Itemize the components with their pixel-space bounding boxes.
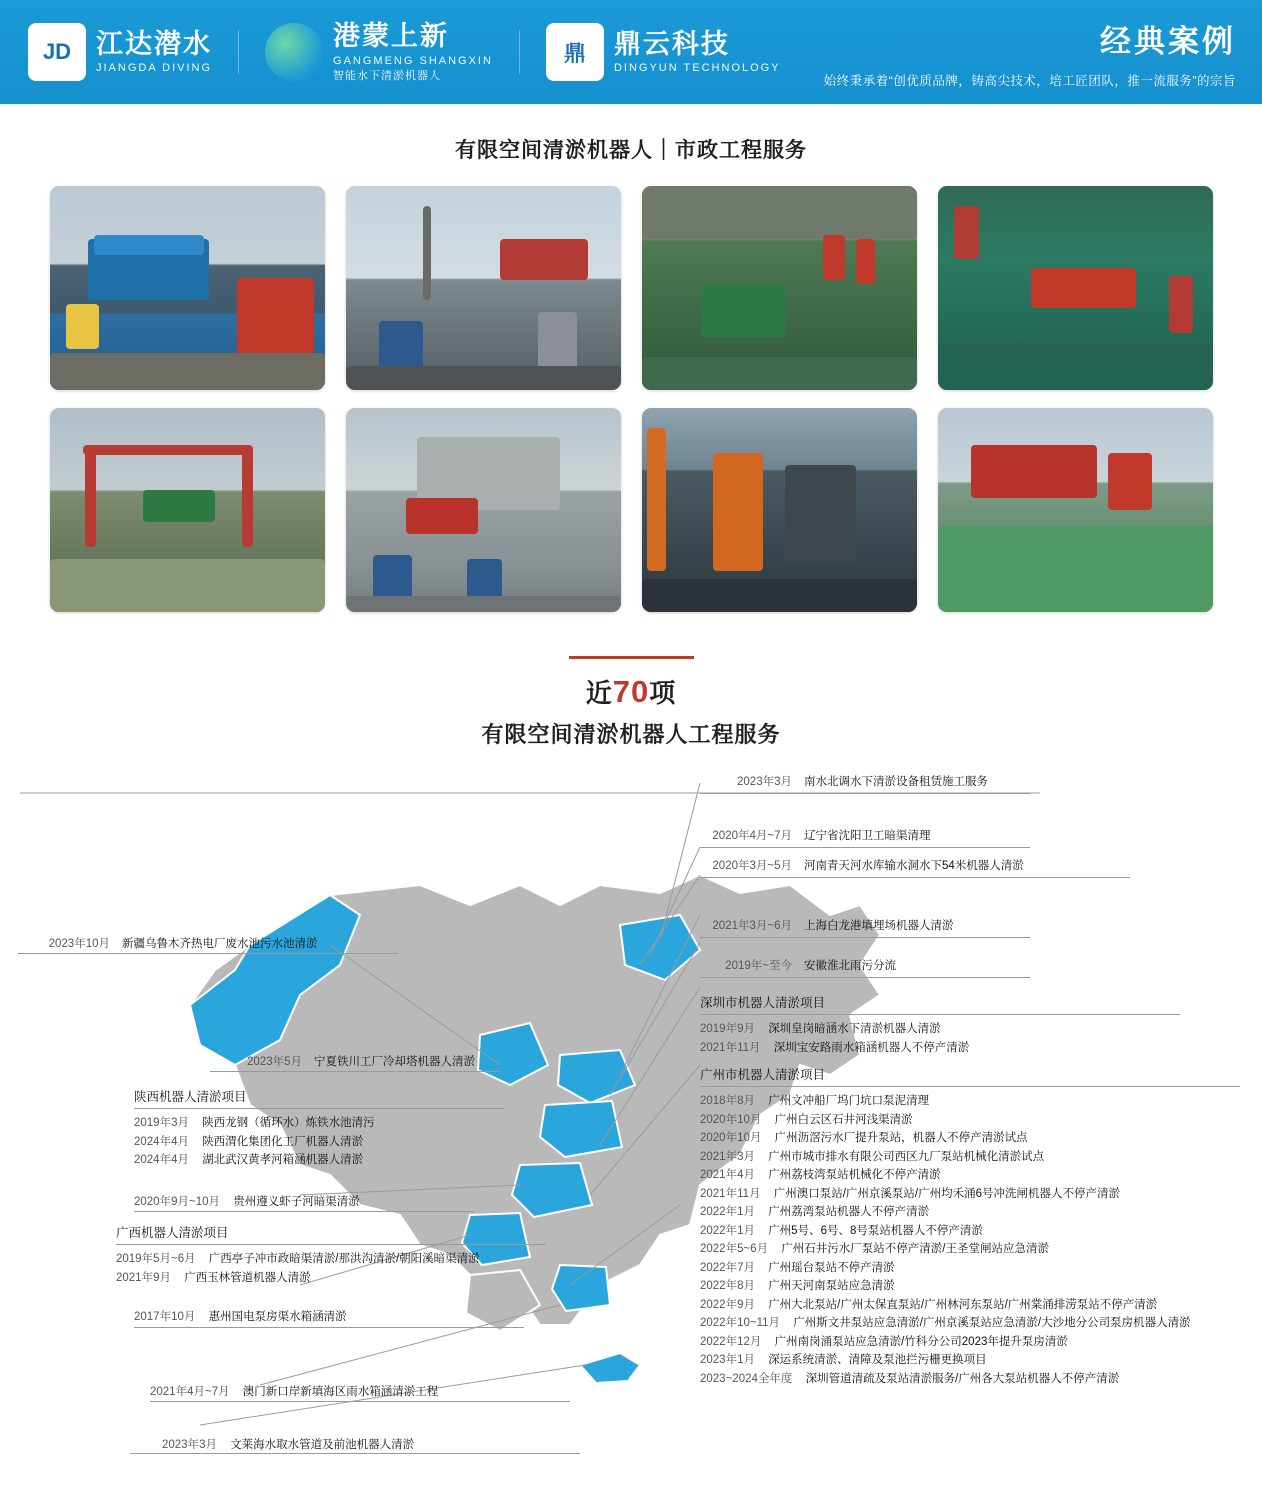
group-right-guangzhou (700, 1065, 1240, 1388)
callout-left-1-line (210, 1071, 500, 1072)
gangmeng-logo-en: GANGMENG SHANGXIN (333, 54, 493, 67)
dingyun-logo-icon (546, 23, 604, 81)
group-right-guangzhou-row-8-text: 广州石井污水厂泵站不停产清淤/王圣堂闸站应急清淤 (781, 1243, 1049, 1255)
group-right-shenzhen (700, 993, 1180, 1057)
callout-right-2-date: 2020年3月~5月 (712, 860, 792, 872)
logo-jiangda-diving (28, 23, 212, 81)
group-left-shaanxi-row-1-date: 2024年4月 (134, 1135, 189, 1148)
group-right-guangzhou-row-7 (700, 1222, 1240, 1238)
group-right-shenzhen-row-0 (700, 1020, 1180, 1036)
group-right-guangzhou-row-15-date: 2023~2024全年度 (700, 1372, 793, 1385)
group-right-guangzhou-row-15-text: 深圳管道清疏及泵站清淤服务/广州各大泵站机器人不停产清淤 (805, 1372, 1120, 1385)
callout-right-2-line (700, 877, 1130, 878)
callout-right-3-date: 2021年3月~6月 (712, 920, 792, 932)
callout-right-1-text: 辽宁省沈阳卫工暗渠清理 (804, 830, 931, 842)
gangmeng-logo-sub: 智能水下清淤机器人 (333, 69, 442, 82)
group-right-guangzhou-row-9-text: 广州瑶台泵站不停产清淤 (768, 1261, 895, 1274)
group-right-guangzhou-row-9 (700, 1259, 1240, 1275)
photo-grid-row-2 (0, 408, 1262, 612)
logo-divider-1 (238, 30, 239, 74)
group-left-brunei-row-0-date: 2023年3月 (162, 1438, 217, 1451)
group-right-guangzhou-row-8-date: 2022年5~6月 (700, 1243, 769, 1255)
group-left-shaanxi-head: 陕西机器人清淤项目 (134, 1087, 504, 1109)
group-right-guangzhou-head: 广州市机器人清淤项目 (700, 1065, 1240, 1087)
group-left-guangxi-row-1-date: 2021年9月 (116, 1271, 171, 1284)
group-right-guangzhou-row-3-text: 广州市城市排水有限公司西区九厂泵站机械化清淤试点 (768, 1150, 1045, 1163)
logo-gangmeng-shangxin (265, 22, 493, 82)
group-right-guangzhou-row-1-text: 广州白云区石井河浅渠清淤 (774, 1113, 913, 1126)
callout-right-0 (700, 773, 988, 789)
callout-right-0-text: 南水北调水下清淤设备租赁施工服务 (804, 776, 988, 788)
photo-grid-row-1 (0, 186, 1262, 390)
group-left-guizhou-row-0 (134, 1193, 504, 1209)
group-right-guangzhou-row-9-date: 2022年7月 (700, 1261, 755, 1274)
group-left-shaanxi-row-2-date: 2024年4月 (134, 1154, 189, 1166)
group-right-guangzhou-row-11 (700, 1296, 1240, 1312)
group-right-guangzhou-row-4-text: 广州荔枝湾泵站机械化不停产清淤 (768, 1169, 941, 1181)
group-right-guangzhou-row-14 (700, 1351, 1240, 1367)
photo-green-robot-in-channel (642, 186, 917, 390)
stat-block (0, 656, 1262, 749)
group-left-huizhou (134, 1305, 504, 1326)
jiangda-logo-icon (28, 23, 86, 81)
callout-right-0-line (700, 793, 1030, 794)
group-left-shaanxi-row-1-text: 陕西渭化集团化工厂机器人清淤 (202, 1135, 364, 1148)
group-right-guangzhou-row-13-date: 2022年12月 (700, 1335, 762, 1348)
header-right (824, 16, 1262, 89)
callout-left-0-text: 新疆乌鲁木齐热电厂废水池污水池清淤 (122, 938, 318, 950)
stat-rule (569, 656, 694, 659)
group-left-guizhou-row-0-date: 2020年9月~10月 (134, 1195, 220, 1208)
group-right-guangzhou-row-1 (700, 1111, 1240, 1127)
group-right-guangzhou-row-13-text: 广州南岗涌泵站应急清淤/竹科分公司2023年提升泵房清淤 (774, 1335, 1068, 1348)
group-left-huizhou-row-0-text: 惠州国电泵房渠水箱涵清淤 (208, 1310, 347, 1323)
group-right-guangzhou-row-0 (700, 1092, 1240, 1108)
group-left-guangxi-row-1-text: 广西玉林管道机器人清淤 (184, 1271, 311, 1284)
group-right-guangzhou-row-4-date: 2021年4月 (700, 1169, 755, 1181)
china-map-annotated (0, 765, 1262, 1455)
group-right-guangzhou-row-12-date: 2022年10~11月 (700, 1317, 781, 1329)
page-title: 经典案例 (1100, 23, 1236, 59)
group-left-shaanxi-row-0-text: 陕西龙钢（循环水）炼铁水池清污 (202, 1117, 375, 1129)
group-right-guangzhou-row-5-date: 2021年11月 (700, 1187, 761, 1200)
group-left-brunei-row-0 (162, 1436, 582, 1452)
section-title: 有限空间清淤机器人｜市政工程服务 (455, 139, 807, 162)
group-right-guangzhou-row-10-date: 2022年8月 (700, 1280, 755, 1292)
group-left-shaanxi-row-0-date: 2019年3月 (134, 1117, 189, 1129)
group-right-guangzhou-row-6-text: 广州荔湾泵站机器人不停产清淤 (768, 1206, 930, 1218)
group-left-macau (150, 1380, 570, 1401)
group-right-guangzhou-row-12 (700, 1314, 1240, 1330)
callout-right-3-line (700, 937, 1030, 938)
group-left-macau-row-0-text: 澳门新口岸新填海区雨水箱涵清淤工程 (242, 1385, 439, 1398)
group-right-guangzhou-row-0-text: 广州文冲船厂坞门坑口泵泥清理 (768, 1095, 930, 1107)
group-left-guangxi-row-0-date: 2019年5月~6月 (116, 1253, 196, 1265)
stat-line-1 (0, 673, 1262, 710)
gangmeng-logo-text (333, 22, 493, 82)
header (0, 0, 1262, 104)
group-right-shenzhen-head: 深圳市机器人清淤项目 (700, 993, 1180, 1015)
group-right-guangzhou-row-1-date: 2020年10月 (700, 1113, 762, 1126)
group-left-shaanxi-row-2 (134, 1151, 504, 1167)
logo-group (0, 22, 781, 82)
group-right-guangzhou-row-3 (700, 1148, 1240, 1164)
callout-right-2-text: 河南青天河水库输水洞水下54米机器人清淤 (804, 860, 1024, 872)
group-right-shenzhen-row-1-text: 深圳宝安路雨水箱涵机器人不停产清淤 (773, 1041, 970, 1054)
group-right-guangzhou-row-2 (700, 1129, 1240, 1145)
jiangda-logo-cn: 江达潜水 (96, 28, 212, 59)
callout-right-2 (700, 857, 1024, 873)
group-right-shenzhen-row-1 (700, 1039, 1180, 1055)
group-right-guangzhou-row-5-text: 广州澳口泵站/广州京溪泵站/广州均禾涌6号冲洗闸机器人不停产清淤 (773, 1187, 1121, 1200)
photo-urban-site-excavation (50, 186, 325, 390)
dingyun-logo-text (614, 30, 781, 75)
photo-crane-lifting-container (346, 186, 621, 390)
group-left-shaanxi-row-2-text: 湖北武汉黄孝河箱涵机器人清淤 (202, 1154, 364, 1166)
callout-left-1-date: 2023年5月 (247, 1056, 302, 1068)
group-right-guangzhou-row-3-date: 2021年3月 (700, 1150, 755, 1163)
group-right-guangzhou-row-6 (700, 1203, 1240, 1219)
group-right-guangzhou-row-10 (700, 1277, 1240, 1293)
callout-right-3 (700, 917, 954, 933)
group-left-guangxi (116, 1223, 546, 1287)
group-right-guangzhou-row-11-text: 广州大北泵站/广州太保直泵站/广州林河东泵站/广州棠涌排涝泵站不停产清淤 (768, 1298, 1158, 1311)
group-right-guangzhou-row-11-date: 2022年9月 (700, 1298, 755, 1311)
callout-right-3-text: 上海白龙港填埋场机器人清淤 (804, 920, 954, 932)
dingyun-logo-mark-text: 鼎 (563, 40, 586, 66)
group-right-guangzhou-row-13 (700, 1333, 1240, 1349)
callout-right-4-line (700, 977, 1030, 978)
jiangda-logo-mark-text: JD (42, 39, 72, 64)
group-left-guangxi-head: 广西机器人清淤项目 (116, 1223, 546, 1245)
photo-worker-orange-suit-equipment (642, 408, 917, 612)
group-right-guangzhou-row-7-text: 广州5号、6号、8号泵站机器人不停产清淤 (768, 1224, 983, 1237)
group-right-guangzhou-row-0-date: 2018年8月 (700, 1095, 755, 1107)
header-subtitle: 始终秉承着“创优质品牌，铸高尖技术，培工匠团队，推一流服务”的宗旨 (823, 73, 1236, 88)
group-right-guangzhou-row-2-text: 广州沥滘污水厂提升泵站，机器人不停产清淤试点 (774, 1132, 1028, 1144)
callout-right-4 (700, 957, 896, 973)
group-left-huizhou-row-0-date: 2017年10月 (134, 1310, 196, 1323)
group-left-guangxi-row-1 (116, 1269, 546, 1285)
dingyun-logo-en: DINGYUN TECHNOLOGY (613, 62, 781, 75)
group-left-macau-row-0-date: 2021年4月~7月 (150, 1385, 230, 1398)
logo-divider-2 (519, 30, 520, 74)
group-left-brunei-row-0-text: 文莱海水取水管道及前池机器人清淤 (230, 1438, 415, 1451)
group-left-guizhou (134, 1190, 504, 1211)
group-left-brunei-line (130, 1453, 580, 1454)
group-left-brunei (162, 1433, 582, 1454)
stat-suffix: 项 (649, 678, 677, 708)
group-right-shenzhen-row-1-date: 2021年11月 (700, 1041, 761, 1054)
callout-right-0-date: 2023年3月 (737, 776, 792, 788)
group-left-macau-row-0 (150, 1383, 570, 1399)
callout-left-1-text: 宁夏铁川工厂冷却塔机器人清淤 (314, 1056, 475, 1068)
callout-left-0-date: 2023年10月 (48, 938, 110, 950)
stat-number: 70 (612, 674, 650, 709)
callout-right-4-text: 安徽淮北雨污分流 (804, 960, 896, 972)
group-right-guangzhou-row-4 (700, 1166, 1240, 1182)
group-right-guangzhou-row-14-date: 2023年1月 (700, 1354, 755, 1366)
gangmeng-logo-cn: 港蒙上新 (333, 21, 450, 52)
stat-prefix: 近 (585, 678, 613, 708)
group-right-guangzhou-row-2-date: 2020年10月 (700, 1132, 762, 1144)
callout-right-4-date: 2019年~至今 (725, 960, 792, 972)
photo-bridge-pipeline-red-robot (346, 408, 621, 612)
group-left-guangxi-row-0 (116, 1250, 546, 1266)
photo-gantry-crane-green-robot (50, 408, 325, 612)
dingyun-logo-cn: 鼎云科技 (613, 28, 730, 59)
group-right-shenzhen-row-0-date: 2019年9月 (700, 1023, 755, 1035)
group-left-macau-line (150, 1401, 570, 1402)
callout-right-1 (700, 827, 931, 843)
jiangda-logo-en: JIANGDA DIVING (96, 62, 213, 75)
group-left-shaanxi-row-0 (134, 1114, 504, 1130)
group-left-huizhou-line (134, 1327, 524, 1328)
group-left-shaanxi-row-1 (134, 1133, 504, 1149)
group-right-guangzhou-row-5 (700, 1185, 1240, 1201)
callout-right-1-date: 2020年4月~7月 (712, 830, 792, 842)
group-right-guangzhou-row-6-date: 2022年1月 (700, 1206, 755, 1218)
callout-left-0-line (18, 953, 398, 954)
group-left-huizhou-row-0 (134, 1308, 504, 1324)
callout-left-1 (210, 1053, 475, 1069)
callout-right-1-line (700, 847, 1030, 848)
photo-red-robot-lowering-water (938, 186, 1213, 390)
group-right-guangzhou-row-10-text: 广州天河南泵站应急清淤 (768, 1280, 895, 1292)
group-left-guizhou-row-0-text: 贵州遵义虾子河暗渠清淤 (233, 1195, 360, 1208)
logo-dingyun-technology (546, 23, 781, 81)
group-left-shaanxi (134, 1087, 504, 1170)
stat-line-2: 有限空间清淤机器人工程服务 (481, 722, 781, 747)
photo-red-crawler-robot-green-fence (938, 408, 1213, 612)
jiangda-logo-text (96, 30, 212, 75)
group-right-guangzhou-row-12-text: 广州斯文井泵站应急清淤/广州京溪泵站应急清淤/大沙地分公司泵房机器人清淤 (793, 1317, 1191, 1329)
group-right-guangzhou-row-14-text: 深运系统清淤、清障及泵池拦污栅更换项目 (768, 1354, 987, 1366)
callout-left-0 (18, 935, 318, 951)
group-right-guangzhou-row-15 (700, 1370, 1240, 1386)
group-right-shenzhen-row-0-text: 深圳皇岗暗涵水下清淤机器人清淤 (768, 1023, 941, 1035)
group-left-guangxi-row-0-text: 广西亭子冲市政暗渠清淤/那洪沟清淤/朝阳溪暗渠清淤 (208, 1253, 480, 1265)
group-right-guangzhou-row-8 (700, 1240, 1240, 1256)
group-right-guangzhou-row-7-date: 2022年1月 (700, 1224, 755, 1237)
group-left-guizhou-line (134, 1211, 474, 1212)
gangmeng-logo-icon (265, 23, 323, 81)
